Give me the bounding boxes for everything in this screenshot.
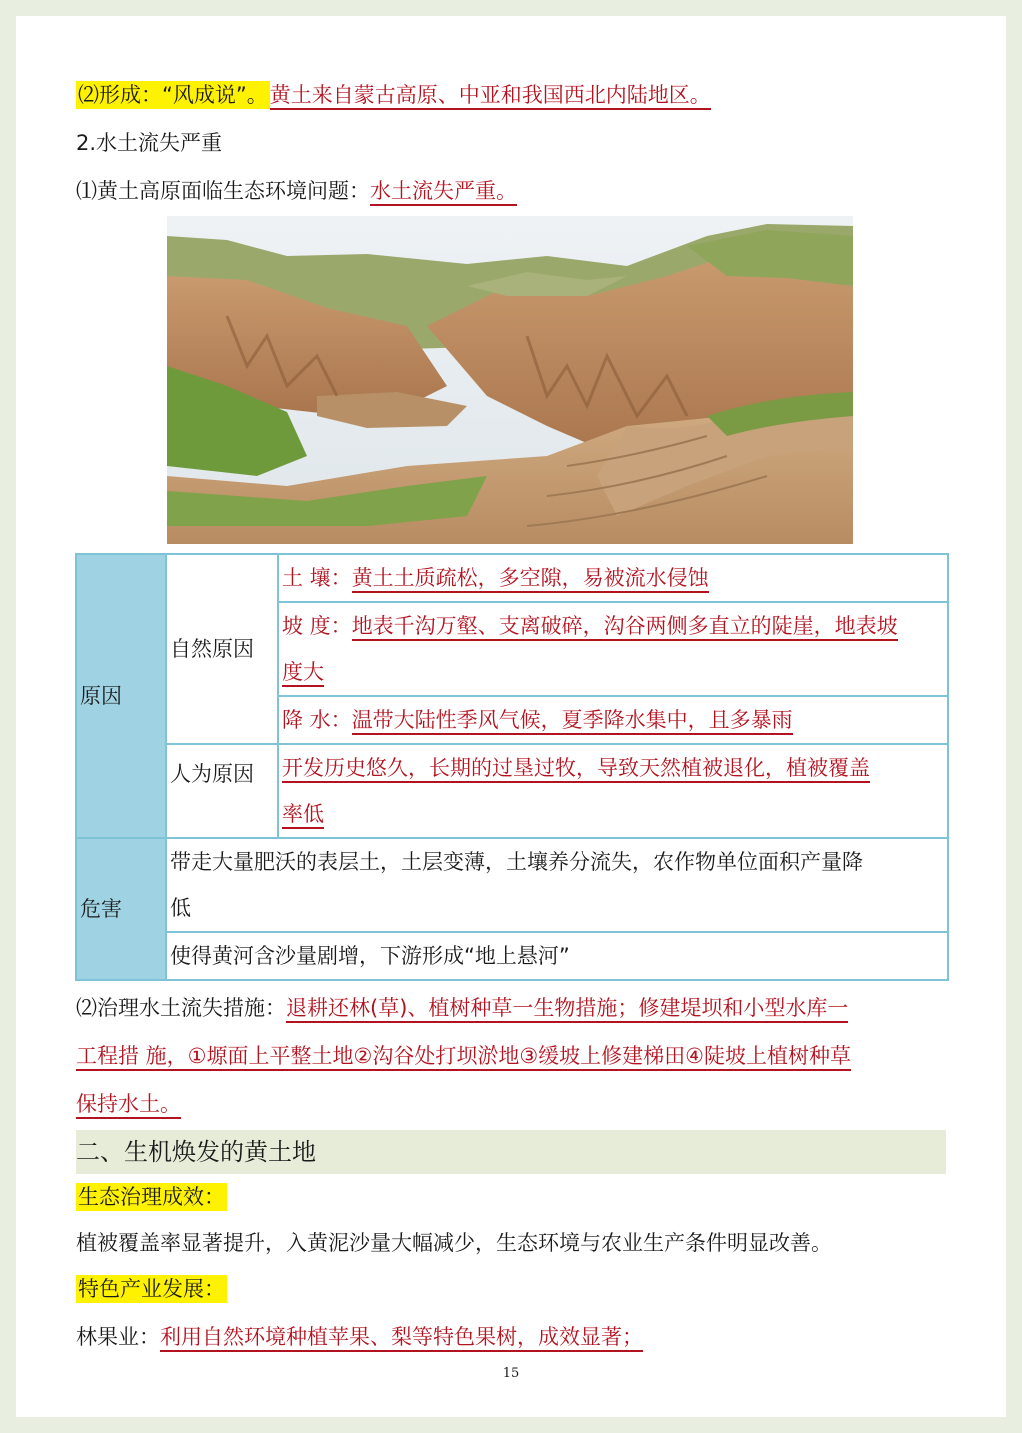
forest-text: 利用自然环境种植苹果、梨等特色果树，成效显著；	[160, 1325, 643, 1352]
loess-plateau-photo	[167, 216, 853, 544]
soil-cell	[278, 554, 948, 602]
soil-label: 土 壤：	[282, 566, 352, 590]
natural-cause-label: 自然原因	[170, 637, 254, 661]
harm-text-2-cell	[166, 932, 948, 980]
measures-line-1	[76, 993, 848, 1023]
problem-answer: 水土流失严重。	[370, 179, 517, 206]
harm-text-2: 使得黄河含沙量剧增，下游形成“地上悬河”	[170, 944, 570, 968]
subsection-title: 2.水土流失严重	[76, 131, 223, 155]
harm-text-1b: 低	[170, 896, 191, 920]
section-heading: 二、生机焕发的黄土地	[76, 1130, 946, 1174]
measures-line-2	[76, 1041, 851, 1071]
slope-text-2: 度大	[282, 660, 324, 687]
measures-line-3	[76, 1089, 181, 1119]
reason-label: 原因	[80, 684, 122, 708]
effect-text: 植被覆盖率显著提升，入黄泥沙量大幅减少，生态环境与农业生产条件明显改善。	[76, 1231, 832, 1255]
forest-label: 林果业：	[76, 1325, 160, 1349]
forest-line	[76, 1322, 643, 1352]
harm-label: 危害	[80, 897, 122, 921]
soil-text: 黄土土质疏松，多空隙，易被流水侵蚀	[352, 566, 709, 593]
page-number: 15	[502, 1366, 520, 1381]
rain-label: 降 水：	[282, 708, 352, 732]
measures-text-2: 工程措 施，①塬面上平整土地②沟谷处打坝淤地③缓坡上修建梯田④陡坡上植树种草	[76, 1044, 851, 1071]
slope-label: 坡 度：	[282, 614, 352, 638]
document-page	[16, 16, 1006, 1417]
effect-label-line	[76, 1182, 227, 1212]
human-text-1: 开发历史悠久，长期的过垦过牧，导致天然植被退化，植被覆盖	[282, 756, 870, 783]
rain-text: 温带大陆性季风气候，夏季降水集中，且多暴雨	[352, 708, 793, 735]
natural-cause-cell	[166, 554, 278, 744]
causes-harms-table	[75, 553, 949, 981]
formation-line	[76, 80, 711, 110]
formation-label: ⑵形成：“风成说”。	[78, 83, 268, 107]
harm-cell	[76, 838, 166, 980]
problem-line	[76, 176, 517, 206]
problem-label: ⑴黄土高原面临生态环境问题：	[76, 179, 370, 203]
effect-label: 生态治理成效：	[78, 1185, 225, 1209]
human-cause-label: 人为原因	[170, 762, 254, 786]
human-cause-cell	[166, 744, 278, 838]
formation-answer: 黄土来自蒙古高原、中亚和我国西北内陆地区。	[270, 83, 711, 110]
human-text-cell	[278, 744, 948, 838]
slope-text-1: 地表千沟万壑、支离破碎，沟谷两侧多直立的陡崖，地表坡	[352, 614, 898, 641]
harm-text-1-cell	[166, 838, 948, 932]
industry-label-line	[76, 1274, 227, 1304]
reason-cell	[76, 554, 166, 838]
measures-text-1: 退耕还林(草)、植树种草一生物措施；修建堤坝和小型水库一	[286, 996, 848, 1023]
harm-text-1a: 带走大量肥沃的表层土，土层变薄，土壤养分流失，农作物单位面积产量降	[170, 850, 863, 874]
human-text-2: 率低	[282, 802, 324, 829]
measures-text-3: 保持水土。	[76, 1092, 181, 1119]
rain-cell	[278, 696, 948, 744]
measures-label: ⑵治理水土流失措施：	[76, 996, 286, 1020]
industry-label: 特色产业发展：	[78, 1277, 225, 1301]
slope-cell	[278, 602, 948, 696]
